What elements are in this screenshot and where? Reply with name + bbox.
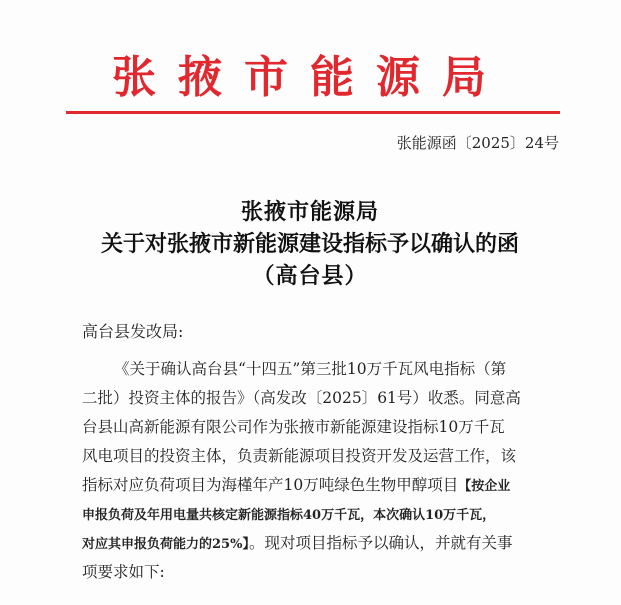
salutation: 高台县发改局: [82, 322, 184, 341]
title-county: （高台县） [252, 263, 368, 289]
body-line [82, 471, 552, 500]
body-line: 台县山高新能源有限公司作为张掖市新能源建设指标10万千瓦 [82, 418, 505, 436]
letterhead-red-rule [66, 111, 560, 114]
body-bold-note: 对应其申报负荷能力的25%】 [82, 537, 249, 552]
body-text-segment: 。现对项目指标予以确认，并就有关事 [248, 534, 513, 552]
body-line: 项要求如下: [82, 563, 165, 581]
body-line: 《关于确认高台县“十四五”第三批10万千瓦风电指标（第 [114, 360, 507, 378]
document-number: 张能源函〔2025〕24号 [396, 134, 559, 152]
body-bold-note: 申报负荷及年用电量共核定新能源指标40万千瓦，本次确认10万千瓦， [82, 508, 496, 523]
title-subject: 关于对张掖市新能源建设指标予以确认的函 [100, 231, 519, 257]
body-line: 二批）投资主体的报告》（高发改〔2025〕61号）收悉。同意高 [82, 389, 521, 407]
body-text-segment: 指标对应负荷项目为海槿年产10万吨绿色生物甲醇项目 [82, 476, 459, 494]
body-bold-note: 【按企业 [458, 479, 511, 494]
body-line [82, 529, 552, 558]
body-line: 风电项目的投资主体，负责新能源项目投资开发及运营工作，该 [82, 447, 517, 465]
letterhead-title: 张掖市能源局 [112, 52, 508, 103]
body-line [82, 500, 552, 529]
title-issuer: 张掖市能源局 [240, 199, 379, 225]
letter-body [82, 355, 552, 587]
